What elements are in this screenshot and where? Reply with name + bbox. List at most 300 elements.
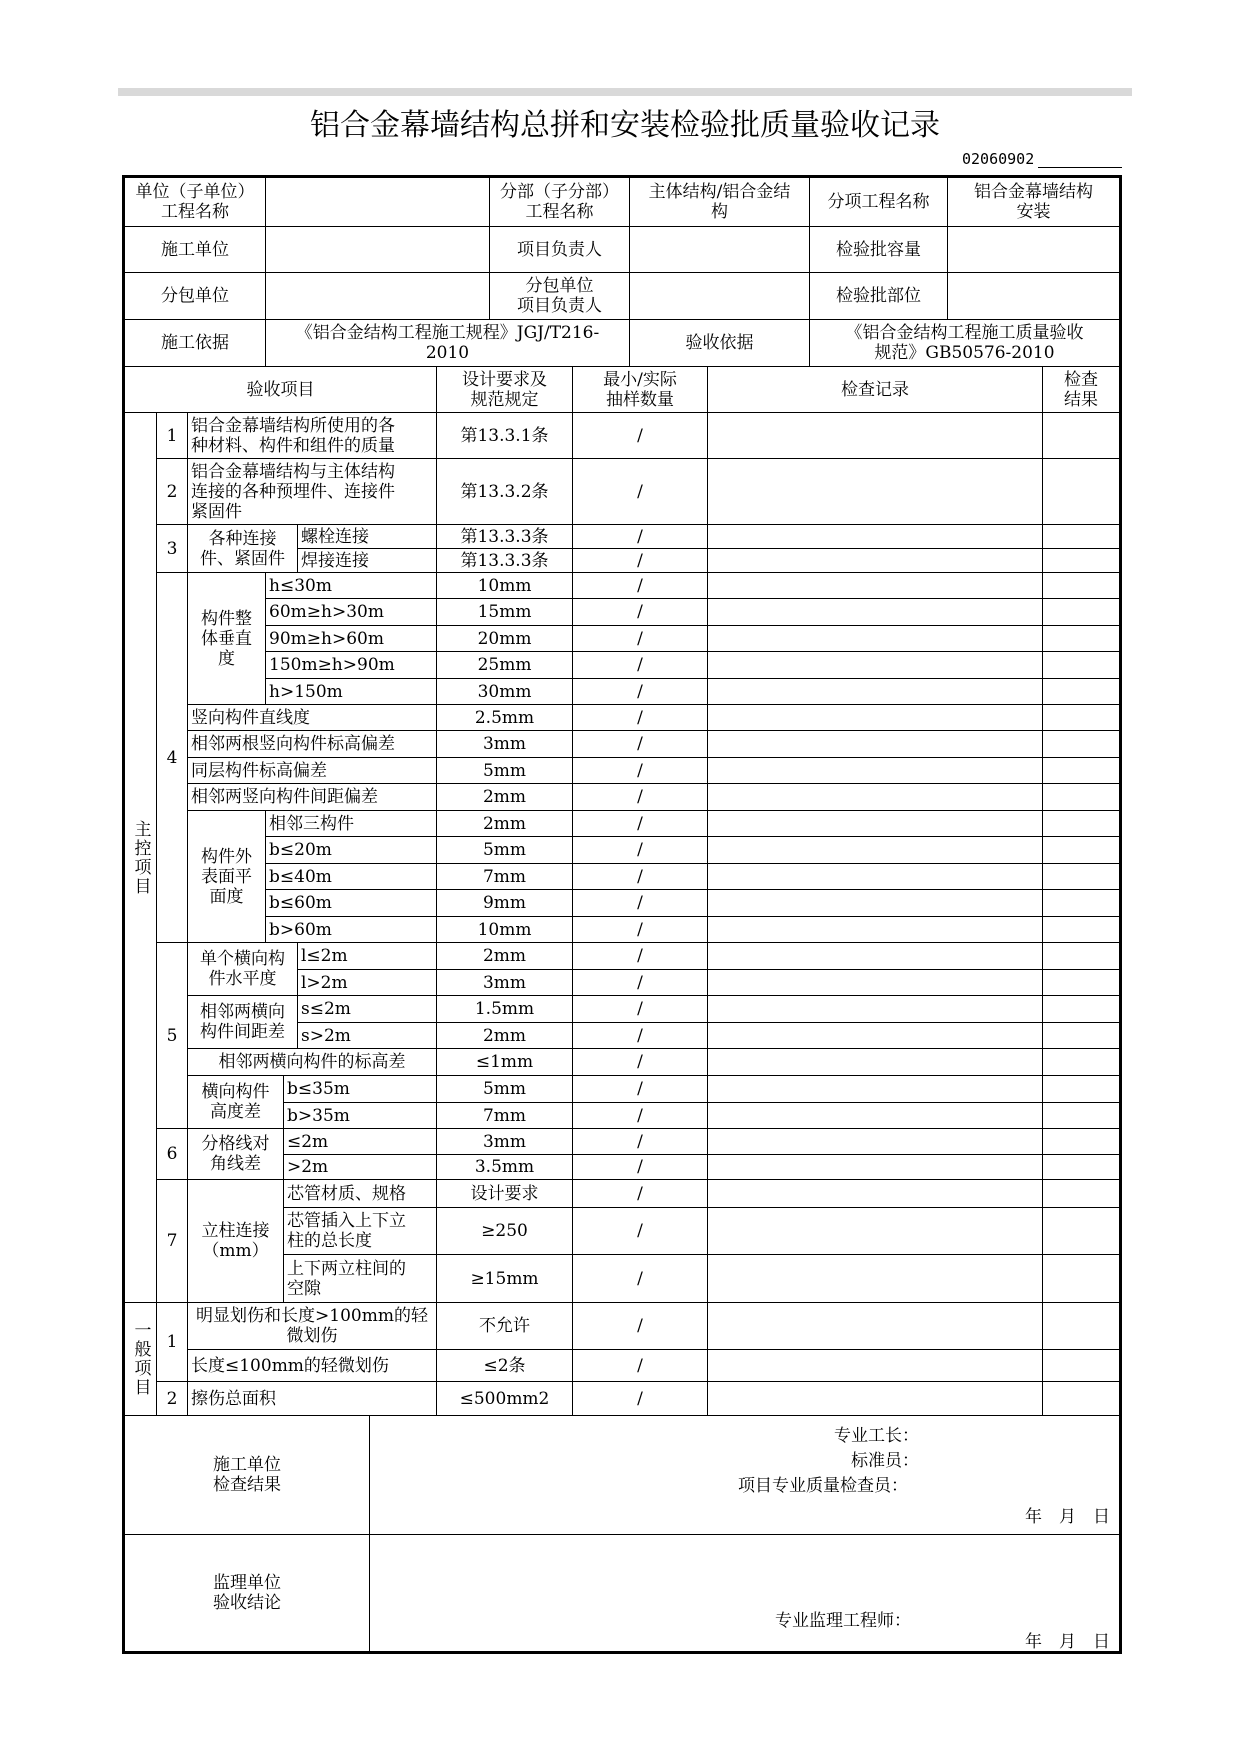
main-4-same_elev-design-text: 5mm bbox=[482, 760, 527, 781]
main-4-flatness-1-record[interactable] bbox=[708, 837, 1043, 864]
main-4-vertical-4-design-text: 30mm bbox=[477, 681, 532, 702]
main-4-adj_elev-text-text: 相邻两根竖向构件标高偏差 bbox=[191, 734, 395, 754]
main-5-height-cond-text: b>35m bbox=[287, 1105, 350, 1126]
main-3a-design-text: 第13.3.3条 bbox=[460, 526, 549, 547]
main-5-gap-cond bbox=[298, 1023, 437, 1049]
main-5-level-label-text: 单个横向构 件水平度 bbox=[200, 949, 285, 989]
pm-field[interactable] bbox=[630, 227, 810, 273]
main-4-vertical-1-record[interactable] bbox=[708, 599, 1043, 626]
main-4-vertical-cond bbox=[266, 679, 437, 705]
col-record-text: 检查记录 bbox=[841, 379, 909, 400]
main-3b-sample bbox=[573, 549, 708, 573]
main-4-vertical-4-result[interactable] bbox=[1043, 679, 1119, 705]
main-4-vertical-0-sample bbox=[573, 573, 708, 599]
main-5-no-text: 5 bbox=[166, 1025, 178, 1046]
main-2-text-text: 铝合金幕墙结构与主体结构 连接的各种预埋件、连接件 紧固件 bbox=[191, 461, 395, 522]
main-4-flatness-3-record[interactable] bbox=[708, 890, 1043, 917]
main-4-straight-result[interactable] bbox=[1043, 705, 1119, 731]
form-code: 02060902 bbox=[962, 150, 1035, 168]
main-7-0-design bbox=[437, 1180, 573, 1208]
main-5-elevation-sample bbox=[573, 1049, 708, 1076]
general-2-text bbox=[188, 1382, 437, 1416]
main-6-0-sample bbox=[573, 1129, 708, 1155]
col-sample bbox=[573, 367, 708, 413]
general-1b-result[interactable] bbox=[1043, 1350, 1119, 1382]
main-4-same_elev-text bbox=[188, 758, 437, 784]
main-2-record[interactable] bbox=[708, 459, 1043, 525]
main-4-adj_elev-design bbox=[437, 731, 573, 758]
main-5-gap-0-result[interactable] bbox=[1043, 996, 1119, 1023]
main-5-level-1-record[interactable] bbox=[708, 970, 1043, 996]
general-1b-text-text: 长度≤100mm的轻微划伤 bbox=[191, 1355, 389, 1376]
subitem-value bbox=[948, 178, 1119, 227]
main-5-elevation-design-text: ≤1mm bbox=[475, 1052, 534, 1072]
unit-name-label bbox=[125, 178, 266, 227]
general-1b-design bbox=[437, 1350, 573, 1382]
col-result bbox=[1043, 367, 1119, 413]
basis-value-text: 《铝合金结构工程施工规程》JGJ/T216- 2010 bbox=[295, 323, 600, 363]
main-4-vertical-cond-text: 90m≥h>60m bbox=[269, 628, 384, 649]
main-4-flatness-label-text: 构件外 表面平 面度 bbox=[201, 846, 252, 907]
main-4-flatness-3-design-text: 9mm bbox=[482, 893, 527, 913]
general-2-result[interactable] bbox=[1043, 1382, 1119, 1416]
main-5-level-cond bbox=[298, 943, 437, 970]
main-4-straight-text bbox=[188, 705, 437, 731]
general-2-design bbox=[437, 1382, 573, 1416]
main-6-0-record[interactable] bbox=[708, 1129, 1043, 1155]
main-4-same_elev-sample-text: / bbox=[637, 760, 643, 781]
main-3a-result[interactable] bbox=[1043, 525, 1119, 549]
main-3a-sample bbox=[573, 525, 708, 549]
main-3b-cond-text: 焊接连接 bbox=[301, 550, 369, 571]
main-1-no-text: 1 bbox=[166, 425, 178, 446]
main-7-label-text: 立柱连接 （mm） bbox=[201, 1221, 270, 1261]
main-3b-result[interactable] bbox=[1043, 549, 1119, 573]
main-4-flatness-cond bbox=[266, 890, 437, 917]
main-7-2-sample-text: / bbox=[637, 1268, 643, 1289]
main-5-elevation-result[interactable] bbox=[1043, 1049, 1119, 1076]
main-4-vertical-1-result[interactable] bbox=[1043, 599, 1119, 626]
main-2-result[interactable] bbox=[1043, 459, 1119, 525]
page-title: 铝合金幕墙结构总拼和安装检验批质量验收记录 bbox=[310, 108, 940, 143]
main-5-level-cond-text: l>2m bbox=[301, 972, 348, 993]
main-5-elevation-design bbox=[437, 1049, 573, 1076]
general-1-no-text: 1 bbox=[166, 1332, 178, 1352]
main-4-adj_elev-design-text: 3mm bbox=[482, 734, 527, 754]
subitem-value-text: 铝合金幕墙结构 安装 bbox=[974, 182, 1093, 222]
main-6-0-result[interactable] bbox=[1043, 1129, 1119, 1155]
main-4-vertical-2-result[interactable] bbox=[1043, 626, 1119, 652]
main-4-flatness-0-result[interactable] bbox=[1043, 811, 1119, 837]
general-2-no bbox=[157, 1382, 188, 1416]
main-5-height-1-sample-text: / bbox=[637, 1105, 643, 1126]
main-5-gap-1-sample-text: / bbox=[637, 1025, 643, 1046]
top-rule bbox=[118, 88, 1132, 96]
acceptance-form bbox=[122, 175, 1122, 1654]
general-1a-sample-text: / bbox=[637, 1316, 643, 1336]
main-5-height-cond bbox=[284, 1076, 437, 1103]
subdivision-label bbox=[490, 178, 630, 227]
main-4-same_elev-record[interactable] bbox=[708, 758, 1043, 784]
main-7-2-record[interactable] bbox=[708, 1255, 1043, 1303]
main-4-same_elev-design bbox=[437, 758, 573, 784]
main-7-1-design-text: ≥250 bbox=[481, 1221, 528, 1241]
contractor-result-label-text: 施工单位 检查结果 bbox=[213, 1455, 281, 1495]
general-1a-result[interactable] bbox=[1043, 1303, 1119, 1350]
main-6-1-sample bbox=[573, 1155, 708, 1180]
main-4-vertical-1-sample-text: / bbox=[637, 602, 643, 622]
main-7-1-sample-text: / bbox=[637, 1221, 643, 1241]
main-3a-record[interactable] bbox=[708, 525, 1043, 549]
main-4-flatness-0-design bbox=[437, 811, 573, 837]
main-4-flatness-3-sample bbox=[573, 890, 708, 917]
main-5-height-1-sample bbox=[573, 1103, 708, 1129]
main-5-height-0-record[interactable] bbox=[708, 1076, 1043, 1103]
main-7-cond-text: 上下两立柱间的 空隙 bbox=[287, 1258, 406, 1299]
group-main-control-text: 主控项目 bbox=[130, 819, 151, 896]
main-4-flatness-0-record[interactable] bbox=[708, 811, 1043, 837]
subcontractor-pm-field[interactable] bbox=[630, 273, 810, 320]
main-6-1-result[interactable] bbox=[1043, 1155, 1119, 1180]
main-4-flatness-label bbox=[188, 811, 266, 943]
main-4-vertical-1-sample bbox=[573, 599, 708, 626]
main-5-level-1-result[interactable] bbox=[1043, 970, 1119, 996]
main-4-vertical-0-sample-text: / bbox=[637, 575, 643, 596]
main-4-same_elev-text-text: 同层构件标高偏差 bbox=[191, 760, 327, 781]
main-7-no bbox=[157, 1180, 188, 1303]
main-3b-sample-text: / bbox=[637, 550, 643, 571]
main-4-flatness-3-result[interactable] bbox=[1043, 890, 1119, 917]
main-4-flatness-cond bbox=[266, 864, 437, 890]
main-4-vertical-3-design-text: 25mm bbox=[477, 655, 532, 675]
group-main-control bbox=[125, 413, 157, 1303]
contractor-field[interactable] bbox=[266, 227, 490, 273]
main-1-no bbox=[157, 413, 188, 459]
main-4-spacing-record[interactable] bbox=[708, 784, 1043, 811]
main-4-vertical-cond bbox=[266, 652, 437, 679]
main-4-no bbox=[157, 573, 188, 943]
main-7-1-record[interactable] bbox=[708, 1208, 1043, 1255]
main-6-cond bbox=[284, 1155, 437, 1180]
main-1-record[interactable] bbox=[708, 413, 1043, 459]
supervisor-conclusion-label bbox=[125, 1535, 370, 1651]
main-6-no-text: 6 bbox=[166, 1144, 178, 1164]
main-4-flatness-2-sample-text: / bbox=[637, 866, 643, 887]
main-4-vertical-cond-text: h>150m bbox=[269, 681, 343, 702]
unit-name-field[interactable] bbox=[266, 178, 490, 227]
col-item-text: 验收项目 bbox=[246, 379, 315, 400]
main-4-flatness-4-design bbox=[437, 917, 573, 943]
main-5-level-0-result[interactable] bbox=[1043, 943, 1119, 970]
subitem-label-text: 分项工程名称 bbox=[827, 192, 930, 212]
main-2-no-text: 2 bbox=[166, 481, 178, 502]
main-5-gap-0-record[interactable] bbox=[708, 996, 1043, 1023]
contractor-result-area[interactable] bbox=[370, 1416, 1119, 1535]
main-4-flatness-cond bbox=[266, 917, 437, 943]
main-4-no-text: 4 bbox=[166, 747, 178, 768]
batch-location-label bbox=[810, 273, 948, 320]
general-2-text-text: 擦伤总面积 bbox=[191, 1388, 276, 1409]
col-sample-text: 最小/实际 抽样数量 bbox=[603, 369, 677, 410]
main-1-design bbox=[437, 413, 573, 459]
main-2-design-text: 第13.3.2条 bbox=[460, 481, 549, 502]
main-6-0-sample-text: / bbox=[637, 1131, 643, 1152]
main-4-flatness-2-record[interactable] bbox=[708, 864, 1043, 890]
main-5-height-0-design-text: 5mm bbox=[482, 1079, 527, 1099]
standard-officer-label: 标准员： bbox=[851, 1451, 919, 1471]
subdivision-label-text: 分部（子分部） 工程名称 bbox=[500, 182, 619, 222]
main-1-text-text: 铝合金幕墙结构所使用的各 种材料、构件和组件的质量 bbox=[191, 415, 395, 456]
general-2-no-text: 2 bbox=[166, 1388, 178, 1409]
supervising-engineer-label: 专业监理工程师： bbox=[775, 1611, 911, 1631]
main-4-straight-record[interactable] bbox=[708, 705, 1043, 731]
main-4-vertical-3-result[interactable] bbox=[1043, 652, 1119, 679]
main-4-vertical-cond bbox=[266, 573, 437, 599]
batch-location-field[interactable] bbox=[948, 273, 1119, 320]
subcontractor-field[interactable] bbox=[266, 273, 490, 320]
main-5-level-cond bbox=[298, 970, 437, 996]
main-7-0-record[interactable] bbox=[708, 1180, 1043, 1208]
contractor-label bbox=[125, 227, 266, 273]
main-3-no-text: 3 bbox=[166, 538, 178, 559]
main-3b-design bbox=[437, 549, 573, 573]
main-4-vertical-4-design bbox=[437, 679, 573, 705]
main-5-gap-1-result[interactable] bbox=[1043, 1023, 1119, 1049]
main-7-label bbox=[188, 1180, 284, 1303]
general-1-no bbox=[157, 1303, 188, 1382]
main-4-flatness-2-design bbox=[437, 864, 573, 890]
main-4-vertical-cond bbox=[266, 626, 437, 652]
main-1-result[interactable] bbox=[1043, 413, 1119, 459]
main-6-0-design-text: 3mm bbox=[482, 1131, 527, 1152]
main-5-elevation-sample-text: / bbox=[637, 1052, 643, 1072]
main-5-elevation-text bbox=[188, 1049, 437, 1076]
main-4-adj_elev-record[interactable] bbox=[708, 731, 1043, 758]
main-2-text bbox=[188, 459, 437, 525]
main-4-adj_elev-sample bbox=[573, 731, 708, 758]
col-item bbox=[125, 367, 437, 413]
general-1b-sample bbox=[573, 1350, 708, 1382]
main-4-vertical-2-sample-text: / bbox=[637, 628, 643, 649]
subcontractor-pm-label bbox=[490, 273, 630, 320]
main-5-height-0-design bbox=[437, 1076, 573, 1103]
main-4-flatness-cond-text: 相邻三构件 bbox=[269, 813, 354, 834]
main-4-vertical-1-design-text: 15mm bbox=[477, 602, 532, 622]
main-5-level-0-record[interactable] bbox=[708, 943, 1043, 970]
contractor-label-text: 施工单位 bbox=[161, 239, 229, 260]
main-7-1-design bbox=[437, 1208, 573, 1255]
batch-capacity-field[interactable] bbox=[948, 227, 1119, 273]
col-record bbox=[708, 367, 1043, 413]
main-5-level-label bbox=[188, 943, 298, 996]
main-7-cond-text: 芯管插入上下立 柱的总长度 bbox=[287, 1211, 406, 1251]
main-4-flatness-4-design-text: 10mm bbox=[477, 919, 532, 940]
main-4-vertical-0-design bbox=[437, 573, 573, 599]
main-5-level-1-sample bbox=[573, 970, 708, 996]
main-5-height-1-record[interactable] bbox=[708, 1103, 1043, 1129]
main-5-gap-label-text: 相邻两横向 构件间距差 bbox=[200, 1002, 285, 1042]
foreman-label: 专业工长： bbox=[834, 1426, 919, 1446]
main-3b-record[interactable] bbox=[708, 549, 1043, 573]
main-5-gap-0-sample-text: / bbox=[637, 999, 643, 1019]
main-4-same_elev-sample bbox=[573, 758, 708, 784]
main-4-vertical-2-sample bbox=[573, 626, 708, 652]
main-4-vertical-4-record[interactable] bbox=[708, 679, 1043, 705]
main-5-height-0-result[interactable] bbox=[1043, 1076, 1119, 1103]
main-7-1-result[interactable] bbox=[1043, 1208, 1119, 1255]
main-5-gap-cond-text: s≤2m bbox=[301, 999, 351, 1019]
general-2-record[interactable] bbox=[708, 1382, 1043, 1416]
main-3-text-text: 各种连接 件、紧固件 bbox=[200, 528, 285, 569]
main-4-flatness-1-design-text: 5mm bbox=[482, 840, 527, 860]
col-result-text: 检查 结果 bbox=[1064, 369, 1098, 410]
main-4-flatness-1-sample bbox=[573, 837, 708, 864]
main-3-text bbox=[188, 525, 298, 573]
supervisor-conclusion-area[interactable] bbox=[370, 1535, 1119, 1651]
main-6-1-record[interactable] bbox=[708, 1155, 1043, 1180]
general-2-design-text: ≤500mm2 bbox=[459, 1388, 550, 1409]
main-3-no bbox=[157, 525, 188, 573]
main-4-vertical-1-design bbox=[437, 599, 573, 626]
main-4-vertical-2-record[interactable] bbox=[708, 626, 1043, 652]
general-2-sample-text: / bbox=[637, 1388, 643, 1409]
main-4-adj_elev-result[interactable] bbox=[1043, 731, 1119, 758]
main-7-0-result[interactable] bbox=[1043, 1180, 1119, 1208]
main-4-flatness-4-result[interactable] bbox=[1043, 917, 1119, 943]
general-1a-record[interactable] bbox=[708, 1303, 1043, 1350]
main-5-height-cond bbox=[284, 1103, 437, 1129]
supervisor-date: 年 月 日 bbox=[1025, 1632, 1110, 1651]
main-5-gap-cond-text: s>2m bbox=[301, 1025, 351, 1046]
main-5-gap-0-design-text: 1.5mm bbox=[474, 999, 535, 1019]
main-4-vertical-3-design bbox=[437, 652, 573, 679]
acceptance-basis-value-text: 《铝合金结构工程施工质量验收 规范》GB50576-2010 bbox=[845, 323, 1084, 363]
main-4-flatness-1-result[interactable] bbox=[1043, 837, 1119, 864]
main-4-vertical-0-record[interactable] bbox=[708, 573, 1043, 599]
general-1a-text-text: 明显划伤和长度>100mm的轻 微划伤 bbox=[196, 1306, 428, 1346]
subcontractor-pm-label-text: 分包单位 项目负责人 bbox=[517, 276, 602, 316]
supervisor-conclusion-label-text: 监理单位 验收结论 bbox=[213, 1573, 281, 1613]
main-5-height-label bbox=[188, 1076, 284, 1129]
main-4-vertical-4-sample-text: / bbox=[637, 681, 643, 702]
main-3a-cond-text: 螺栓连接 bbox=[301, 526, 369, 547]
main-5-level-0-sample-text: / bbox=[637, 946, 643, 966]
main-4-spacing-sample bbox=[573, 784, 708, 811]
col-design bbox=[437, 367, 573, 413]
main-4-flatness-3-design bbox=[437, 890, 573, 917]
main-6-0-design bbox=[437, 1129, 573, 1155]
main-4-vertical-0-design-text: 10mm bbox=[477, 575, 532, 596]
basis-label-text: 施工依据 bbox=[161, 333, 229, 353]
main-4-same_elev-result[interactable] bbox=[1043, 758, 1119, 784]
main-4-flatness-4-record[interactable] bbox=[708, 917, 1043, 943]
main-1-text bbox=[188, 413, 437, 459]
main-7-1-sample bbox=[573, 1208, 708, 1255]
main-6-cond-text: ≤2m bbox=[287, 1131, 329, 1152]
main-7-cond bbox=[284, 1208, 437, 1255]
main-6-cond-text: >2m bbox=[287, 1157, 329, 1177]
acceptance-basis-label-text: 验收依据 bbox=[685, 333, 754, 353]
main-4-spacing-sample-text: / bbox=[637, 787, 643, 807]
main-4-spacing-text-text: 相邻两竖向构件间距偏差 bbox=[191, 787, 378, 807]
main-4-vertical-3-sample-text: / bbox=[637, 655, 643, 675]
main-5-gap-1-record[interactable] bbox=[708, 1023, 1043, 1049]
main-4-flatness-2-result[interactable] bbox=[1043, 864, 1119, 890]
batch-capacity-label-text: 检验批容量 bbox=[836, 239, 921, 260]
general-1b-record[interactable] bbox=[708, 1350, 1043, 1382]
main-4-vertical-4-sample bbox=[573, 679, 708, 705]
main-4-vertical-3-record[interactable] bbox=[708, 652, 1043, 679]
main-7-cond bbox=[284, 1180, 437, 1208]
general-1a-text bbox=[188, 1303, 437, 1350]
subcontractor-label bbox=[125, 273, 266, 320]
main-7-2-sample bbox=[573, 1255, 708, 1303]
main-4-straight-design-text: 2.5mm bbox=[474, 707, 535, 728]
main-4-flatness-4-sample bbox=[573, 917, 708, 943]
main-4-straight-sample bbox=[573, 705, 708, 731]
contractor-result-label bbox=[125, 1416, 370, 1535]
group-general bbox=[125, 1303, 157, 1416]
main-5-elevation-record[interactable] bbox=[708, 1049, 1043, 1076]
main-4-flatness-2-design-text: 7mm bbox=[482, 866, 527, 887]
subdivision-value-text: 主体结构/铝合金结 构 bbox=[648, 182, 791, 222]
main-5-gap-label bbox=[188, 996, 298, 1049]
main-6-label bbox=[188, 1129, 284, 1180]
contractor-date: 年 月 日 bbox=[1025, 1507, 1110, 1527]
main-3b-cond bbox=[298, 549, 437, 573]
general-1b-design-text: ≤2条 bbox=[483, 1355, 526, 1376]
main-5-gap-1-design-text: 2mm bbox=[482, 1025, 527, 1046]
main-7-0-design-text: 设计要求 bbox=[470, 1183, 539, 1204]
main-7-no-text: 7 bbox=[166, 1231, 178, 1251]
main-5-height-1-design-text: 7mm bbox=[482, 1105, 527, 1126]
main-4-vertical-2-design bbox=[437, 626, 573, 652]
main-4-spacing-result[interactable] bbox=[1043, 784, 1119, 811]
main-2-sample-text: / bbox=[637, 481, 643, 502]
main-7-cond-text: 芯管材质、规格 bbox=[287, 1183, 406, 1204]
pm-label-text: 项目负责人 bbox=[517, 239, 602, 260]
main-1-design-text: 第13.3.1条 bbox=[460, 425, 549, 446]
main-4-straight-text-text: 竖向构件直线度 bbox=[191, 707, 310, 728]
main-7-2-result[interactable] bbox=[1043, 1255, 1119, 1303]
main-2-sample bbox=[573, 459, 708, 525]
main-5-height-0-sample-text: / bbox=[637, 1079, 643, 1099]
main-4-vertical-0-result[interactable] bbox=[1043, 573, 1119, 599]
main-1-sample-text: / bbox=[637, 425, 643, 446]
main-4-vertical-3-sample bbox=[573, 652, 708, 679]
main-5-height-0-sample bbox=[573, 1076, 708, 1103]
main-4-straight-design bbox=[437, 705, 573, 731]
main-4-flatness-cond bbox=[266, 811, 437, 837]
main-2-no bbox=[157, 459, 188, 525]
main-5-height-1-result[interactable] bbox=[1043, 1103, 1119, 1129]
main-4-vertical-cond bbox=[266, 599, 437, 626]
main-4-flatness-cond-text: b≤20m bbox=[269, 840, 332, 860]
main-4-flatness-cond-text: b≤60m bbox=[269, 893, 332, 913]
main-4-flatness-0-sample-text: / bbox=[637, 813, 643, 834]
main-4-adj_elev-sample-text: / bbox=[637, 734, 643, 754]
main-5-height-1-design bbox=[437, 1103, 573, 1129]
main-4-flatness-4-sample-text: / bbox=[637, 919, 643, 940]
main-5-level-cond-text: l≤2m bbox=[301, 946, 348, 966]
main-7-cond bbox=[284, 1255, 437, 1303]
main-4-flatness-2-sample bbox=[573, 864, 708, 890]
quality-inspector-label: 项目专业质量检查员： bbox=[738, 1476, 908, 1496]
basis-label bbox=[125, 320, 266, 367]
acceptance-basis-label bbox=[630, 320, 810, 367]
main-5-gap-cond bbox=[298, 996, 437, 1023]
main-7-0-sample-text: / bbox=[637, 1183, 643, 1204]
